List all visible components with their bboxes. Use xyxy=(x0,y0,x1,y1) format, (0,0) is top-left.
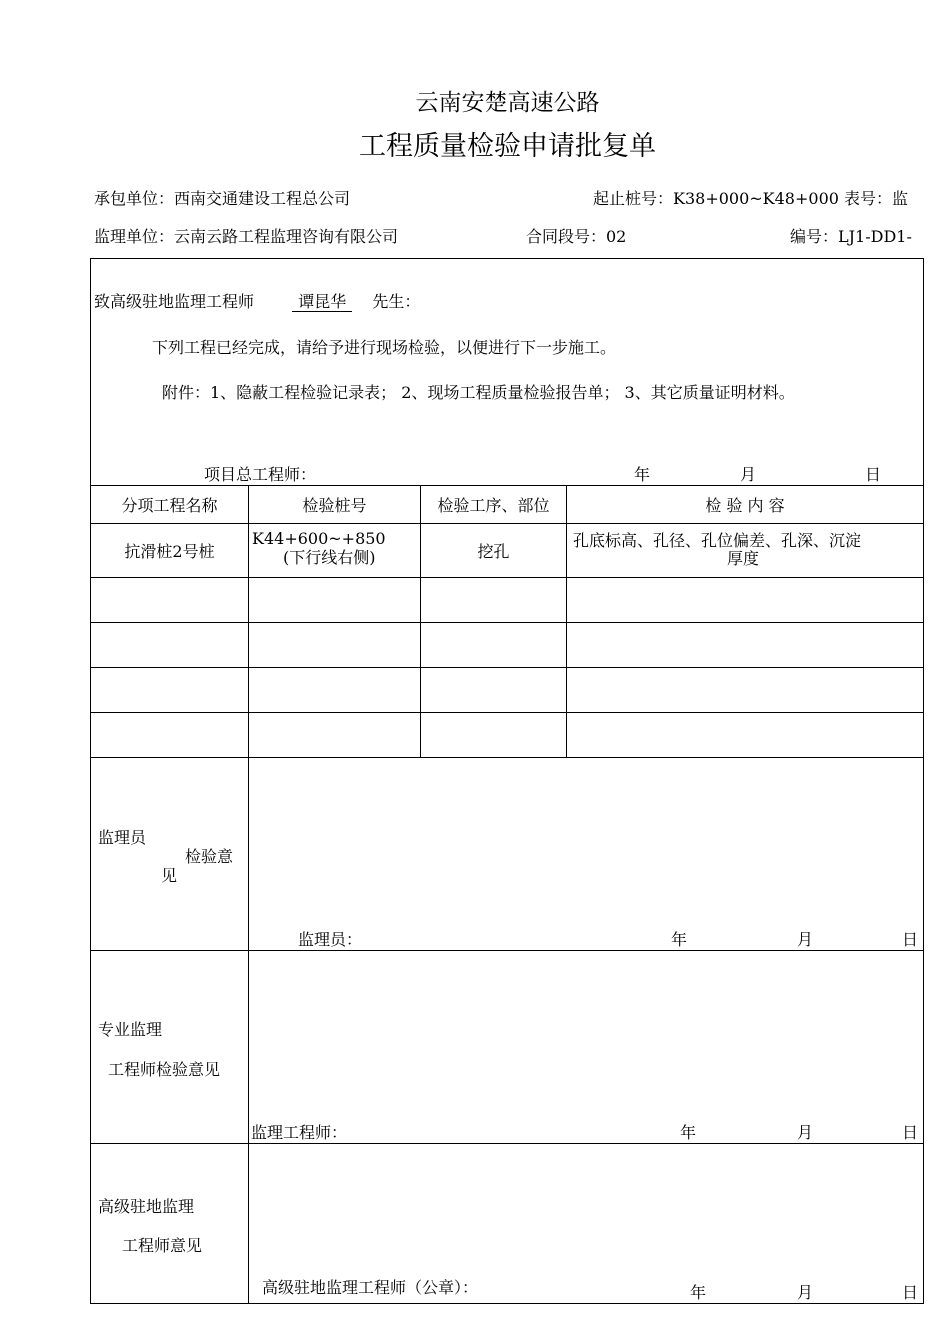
empty-cell xyxy=(91,623,249,668)
addressee-prefix: 致高级驻地监理工程师 xyxy=(94,292,255,311)
resident-sign: 高级驻地监理工程师（公章）： xyxy=(262,1278,479,1297)
resident-label-cell xyxy=(91,1144,249,1304)
row-content-line1: 孔底标高、孔径、孔位偏差、孔深、沉淀 xyxy=(573,531,862,550)
empty-cell xyxy=(421,578,567,623)
resident-year: 年 xyxy=(690,1283,707,1302)
resident-opinion-cell xyxy=(249,1144,924,1304)
table-header-row xyxy=(91,486,924,524)
engineer-label-line2: 工程师检验意见 xyxy=(108,1060,221,1079)
request-day: 日 xyxy=(865,465,882,484)
empty-cell xyxy=(91,578,249,623)
addressee-line xyxy=(94,289,420,312)
supervisor-unit: 监理单位：云南云路工程监理咨询有限公司 xyxy=(94,227,399,246)
engineer-label-cell xyxy=(91,951,249,1144)
request-statement: 下列工程已经完成，请给予进行现场检验，以便进行下一步施工。 xyxy=(152,338,617,357)
inspector-day: 日 xyxy=(902,930,919,949)
engineer-day: 日 xyxy=(902,1123,919,1142)
row-station xyxy=(249,524,421,578)
request-month: 月 xyxy=(740,465,757,484)
contractor-unit: 承包单位：西南交通建设工程总公司 xyxy=(94,189,351,208)
col-header-item-name: 分项工程名称 xyxy=(91,486,249,524)
row-content xyxy=(567,524,924,578)
empty-cell xyxy=(567,713,924,758)
table-row-empty xyxy=(91,713,924,758)
engineer-sign: 监理工程师： xyxy=(251,1123,348,1142)
inspector-opinion-cell xyxy=(249,758,924,951)
empty-cell xyxy=(421,713,567,758)
row-process: 挖孔 xyxy=(421,524,567,578)
attachments-line: 附件：1、隐蔽工程检验记录表； 2、现场工程质量检验报告单； 3、其它质量证明材料。 xyxy=(162,383,795,402)
row-content-line2: 厚度 xyxy=(727,549,760,568)
inspector-month: 月 xyxy=(797,930,814,949)
resident-day: 日 xyxy=(902,1283,919,1302)
addressee-suffix: 先生： xyxy=(372,292,421,311)
resident-label-line2: 工程师意见 xyxy=(122,1236,203,1255)
empty-cell xyxy=(567,578,924,623)
col-header-station: 检验桩号 xyxy=(249,486,421,524)
empty-cell xyxy=(249,713,421,758)
col-header-process: 检验工序、部位 xyxy=(421,486,567,524)
chief-engineer-sign: 项目总工程师： xyxy=(204,465,317,484)
empty-cell xyxy=(249,623,421,668)
engineer-month: 月 xyxy=(797,1123,814,1142)
table-row xyxy=(91,524,924,578)
empty-cell xyxy=(567,623,924,668)
row-station-line2: (下行线右侧) xyxy=(283,548,376,567)
contract-section: 合同段号：02 xyxy=(526,227,627,246)
inspector-label-cell xyxy=(91,758,249,951)
empty-cell xyxy=(91,668,249,713)
addressee-name: 谭昆华 xyxy=(292,292,352,312)
inspector-label-line2: 检验意 xyxy=(185,847,234,866)
empty-cell xyxy=(421,668,567,713)
table-row-empty xyxy=(91,578,924,623)
row-station-line1: K44+600~+850 xyxy=(252,529,386,548)
document-title: 云南安楚高速公路 xyxy=(415,90,600,116)
inspection-form xyxy=(90,258,924,1304)
inspector-label-line1: 监理员 xyxy=(98,828,147,847)
row-item-name: 抗滑桩2号桩 xyxy=(91,524,249,578)
engineer-year: 年 xyxy=(680,1123,697,1142)
inspector-label-line3: 见 xyxy=(161,866,178,885)
station-range: 起止桩号：K38+000~K48+000 表号：监 xyxy=(593,189,909,208)
empty-cell xyxy=(421,623,567,668)
engineer-opinion-cell xyxy=(249,951,924,1144)
table-row-empty xyxy=(91,623,924,668)
empty-cell xyxy=(567,668,924,713)
request-section xyxy=(91,259,924,486)
empty-cell xyxy=(249,578,421,623)
empty-cell xyxy=(249,668,421,713)
inspector-year: 年 xyxy=(671,930,688,949)
inspector-sign: 监理员： xyxy=(298,930,363,949)
engineer-label-line1: 专业监理 xyxy=(98,1020,163,1039)
form-title: 工程质量检验申请批复单 xyxy=(359,131,656,162)
resident-month: 月 xyxy=(797,1283,814,1302)
inspector-section xyxy=(91,758,924,951)
request-cell xyxy=(91,259,924,486)
resident-section xyxy=(91,1144,924,1304)
serial-number: 编号：LJ1-DD1- xyxy=(790,227,912,246)
table-row-empty xyxy=(91,668,924,713)
empty-cell xyxy=(91,713,249,758)
resident-label-line1: 高级驻地监理 xyxy=(98,1197,195,1216)
request-year: 年 xyxy=(634,465,651,484)
col-header-content: 检 验 内 容 xyxy=(567,486,924,524)
engineer-section xyxy=(91,951,924,1144)
